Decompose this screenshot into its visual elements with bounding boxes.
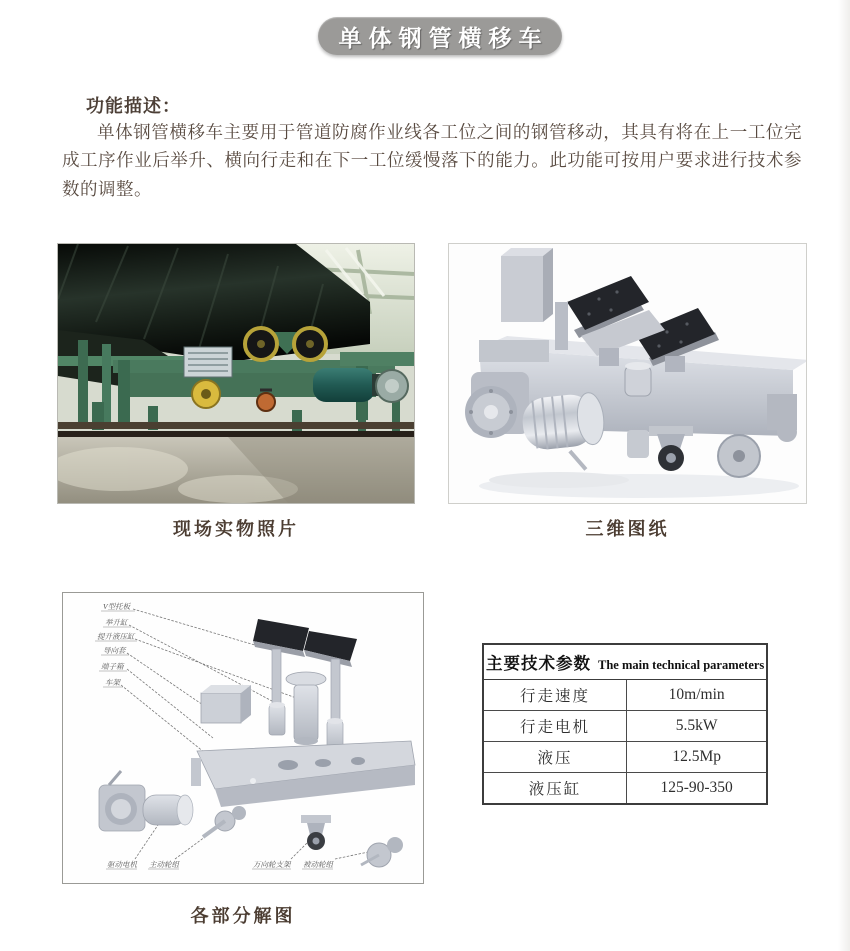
photo-yellow-wheel [192, 380, 220, 408]
exploded-label: 万向轮支架 [253, 860, 291, 869]
table-row [483, 742, 767, 773]
render-gearbox [465, 372, 529, 438]
exploded-label: 主动轮组 [149, 860, 179, 869]
spec-value: 12.5Mp [627, 742, 768, 773]
page-edge-shading [838, 0, 850, 951]
render-caption: 三维图纸 [585, 519, 670, 539]
cad-render [448, 243, 807, 504]
exploded-terminal-box [201, 685, 251, 723]
photo-radiator-box [184, 347, 232, 377]
exploded-label: 端子箱 [101, 662, 124, 671]
spec-label: 液压缸 [483, 773, 627, 805]
exploded-label: 驱动电机 [107, 860, 137, 869]
description-heading: 功能描述： [86, 96, 181, 116]
exploded-diagram-art [63, 593, 423, 883]
render-reflection [489, 472, 629, 488]
photo-travel-motor [313, 368, 408, 402]
spec-title-en: The main technical parameters [598, 658, 765, 672]
exploded-label: 举升缸 [105, 618, 128, 627]
spec-table-header [483, 644, 767, 680]
photo-caption: 现场实物照片 [173, 519, 299, 539]
page-title: 单体钢管横移车 [338, 25, 549, 51]
spec-value: 125-90-350 [627, 773, 768, 805]
exploded-caption: 各部分解图 [190, 906, 296, 926]
factory-photo-art [58, 244, 414, 503]
exploded-label: 被动轮组 [303, 860, 333, 869]
exploded-label: V型托板 [103, 602, 131, 611]
spec-table-header-row [483, 644, 767, 680]
table-row [483, 773, 767, 805]
render-lift-cylinder [625, 362, 651, 396]
exploded-label: 提升液压缸 [97, 632, 135, 641]
cad-render-art [449, 244, 806, 503]
spec-label: 行走电机 [483, 711, 627, 742]
title-banner [318, 17, 562, 55]
exploded-diagram [62, 592, 424, 884]
render-cabinet [501, 248, 553, 322]
spec-label: 液压 [483, 742, 627, 773]
spec-value: 10m/min [627, 680, 768, 711]
exploded-label: 导向套 [103, 646, 126, 655]
table-row [483, 680, 767, 711]
photo-v-rollers [245, 328, 326, 360]
spec-title-cn: 主要技术参数 [486, 654, 591, 673]
spec-value: 5.5kW [627, 711, 768, 742]
exploded-label: 车架 [105, 678, 120, 687]
spec-label: 行走速度 [483, 680, 627, 711]
table-row [483, 711, 767, 742]
description-paragraph: 单体钢管横移车主要用于管道防腐作业线各工位之间的钢管移动，其具有将在上一工位完成工序作业后举升、横向行走和在下一工位缓慢落下的能力。此功能可按用户要求进行技术参数的调整。 [62, 122, 802, 199]
factory-photo [57, 243, 415, 504]
spec-table [482, 643, 768, 805]
